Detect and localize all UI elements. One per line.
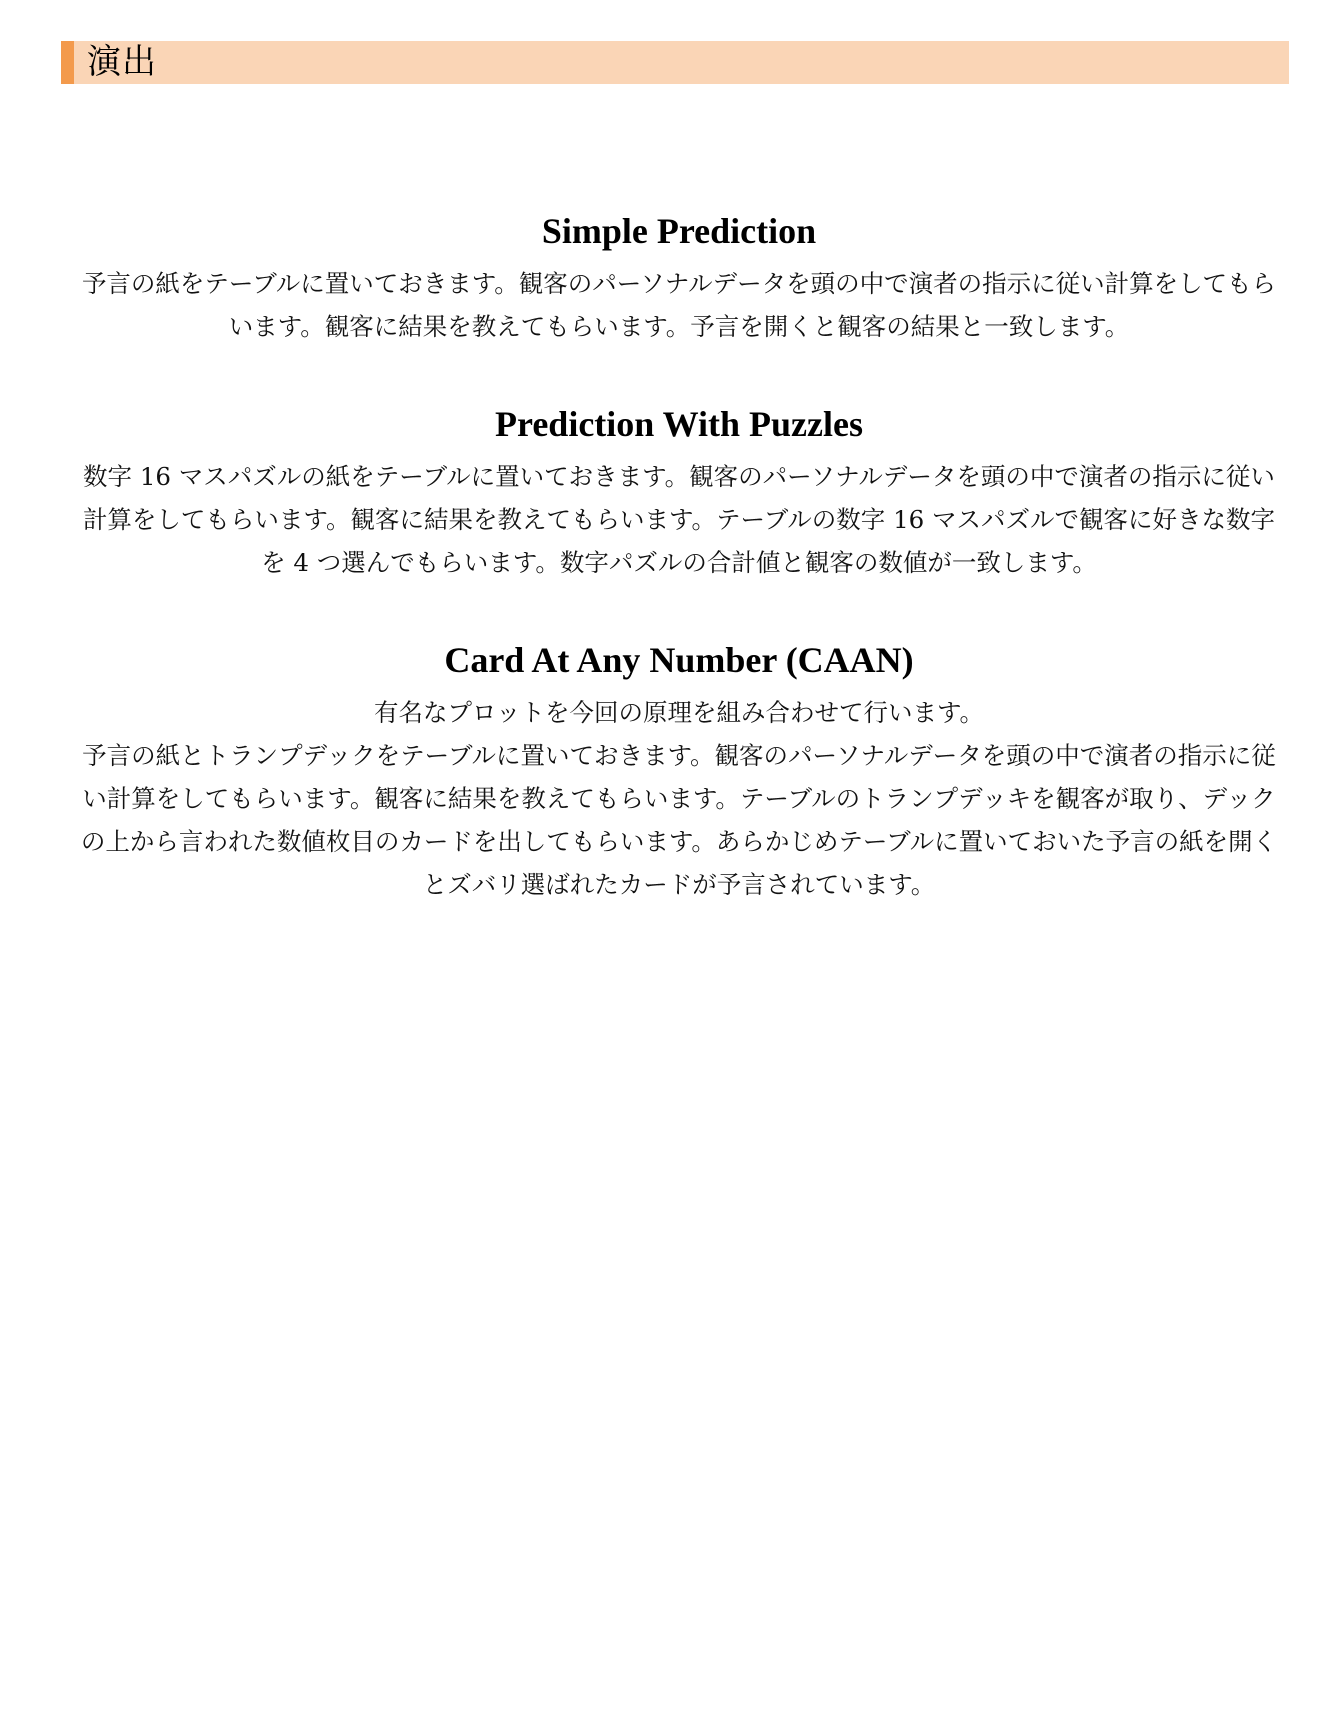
body-paragraph: 有名なプロットを今回の原理を組み合わせて行います。 — [373, 698, 985, 727]
document-content — [75, 204, 1283, 906]
section-simple-prediction — [75, 204, 1283, 348]
body-paragraph: 数字 16 マスパズルの紙をテーブルに置いておきます。観客のパーソナルデータを頭の中で演者の指示に従い計算をしてもらいます。観客に結果を教えてもらいます。テーブルの数字 16 マスパズルで観客に好きな数字を 4 つ選んでもらいます。数字パズルの合計値と観客の数値が一致します。 — [82, 462, 1276, 577]
section-title: Card At Any Number (CAAN) — [444, 640, 914, 680]
section-card-at-any-number — [75, 633, 1283, 906]
section-title: Simple Prediction — [541, 211, 817, 251]
section-header-bar — [61, 41, 1289, 84]
section-body — [75, 691, 1283, 906]
section-title: Prediction With Puzzles — [495, 404, 863, 444]
section-body — [75, 455, 1283, 584]
section-header-title: 演出 — [87, 42, 157, 82]
body-paragraph: 予言の紙とトランプデックをテーブルに置いておきます。観客のパーソナルデータを頭の中で演者の指示に従い計算をしてもらいます。観客に結果を教えてもらいます。テーブルのトランプデッキを観客が取り、デックの上から言われた数値枚目のカードを出してもらいます。あらかじめテーブルに置いておいた予言の紙を開くとズバリ選ばれたカードが予言されています。 — [80, 741, 1278, 899]
section-prediction-with-puzzles — [75, 397, 1283, 584]
section-body — [75, 262, 1283, 348]
body-paragraph: 予言の紙をテーブルに置いておきます。観客のパーソナルデータを頭の中で演者の指示に従い計算をしてもらいます。観客に結果を教えてもらいます。予言を開くと観客の結果と一致します。 — [81, 269, 1277, 341]
